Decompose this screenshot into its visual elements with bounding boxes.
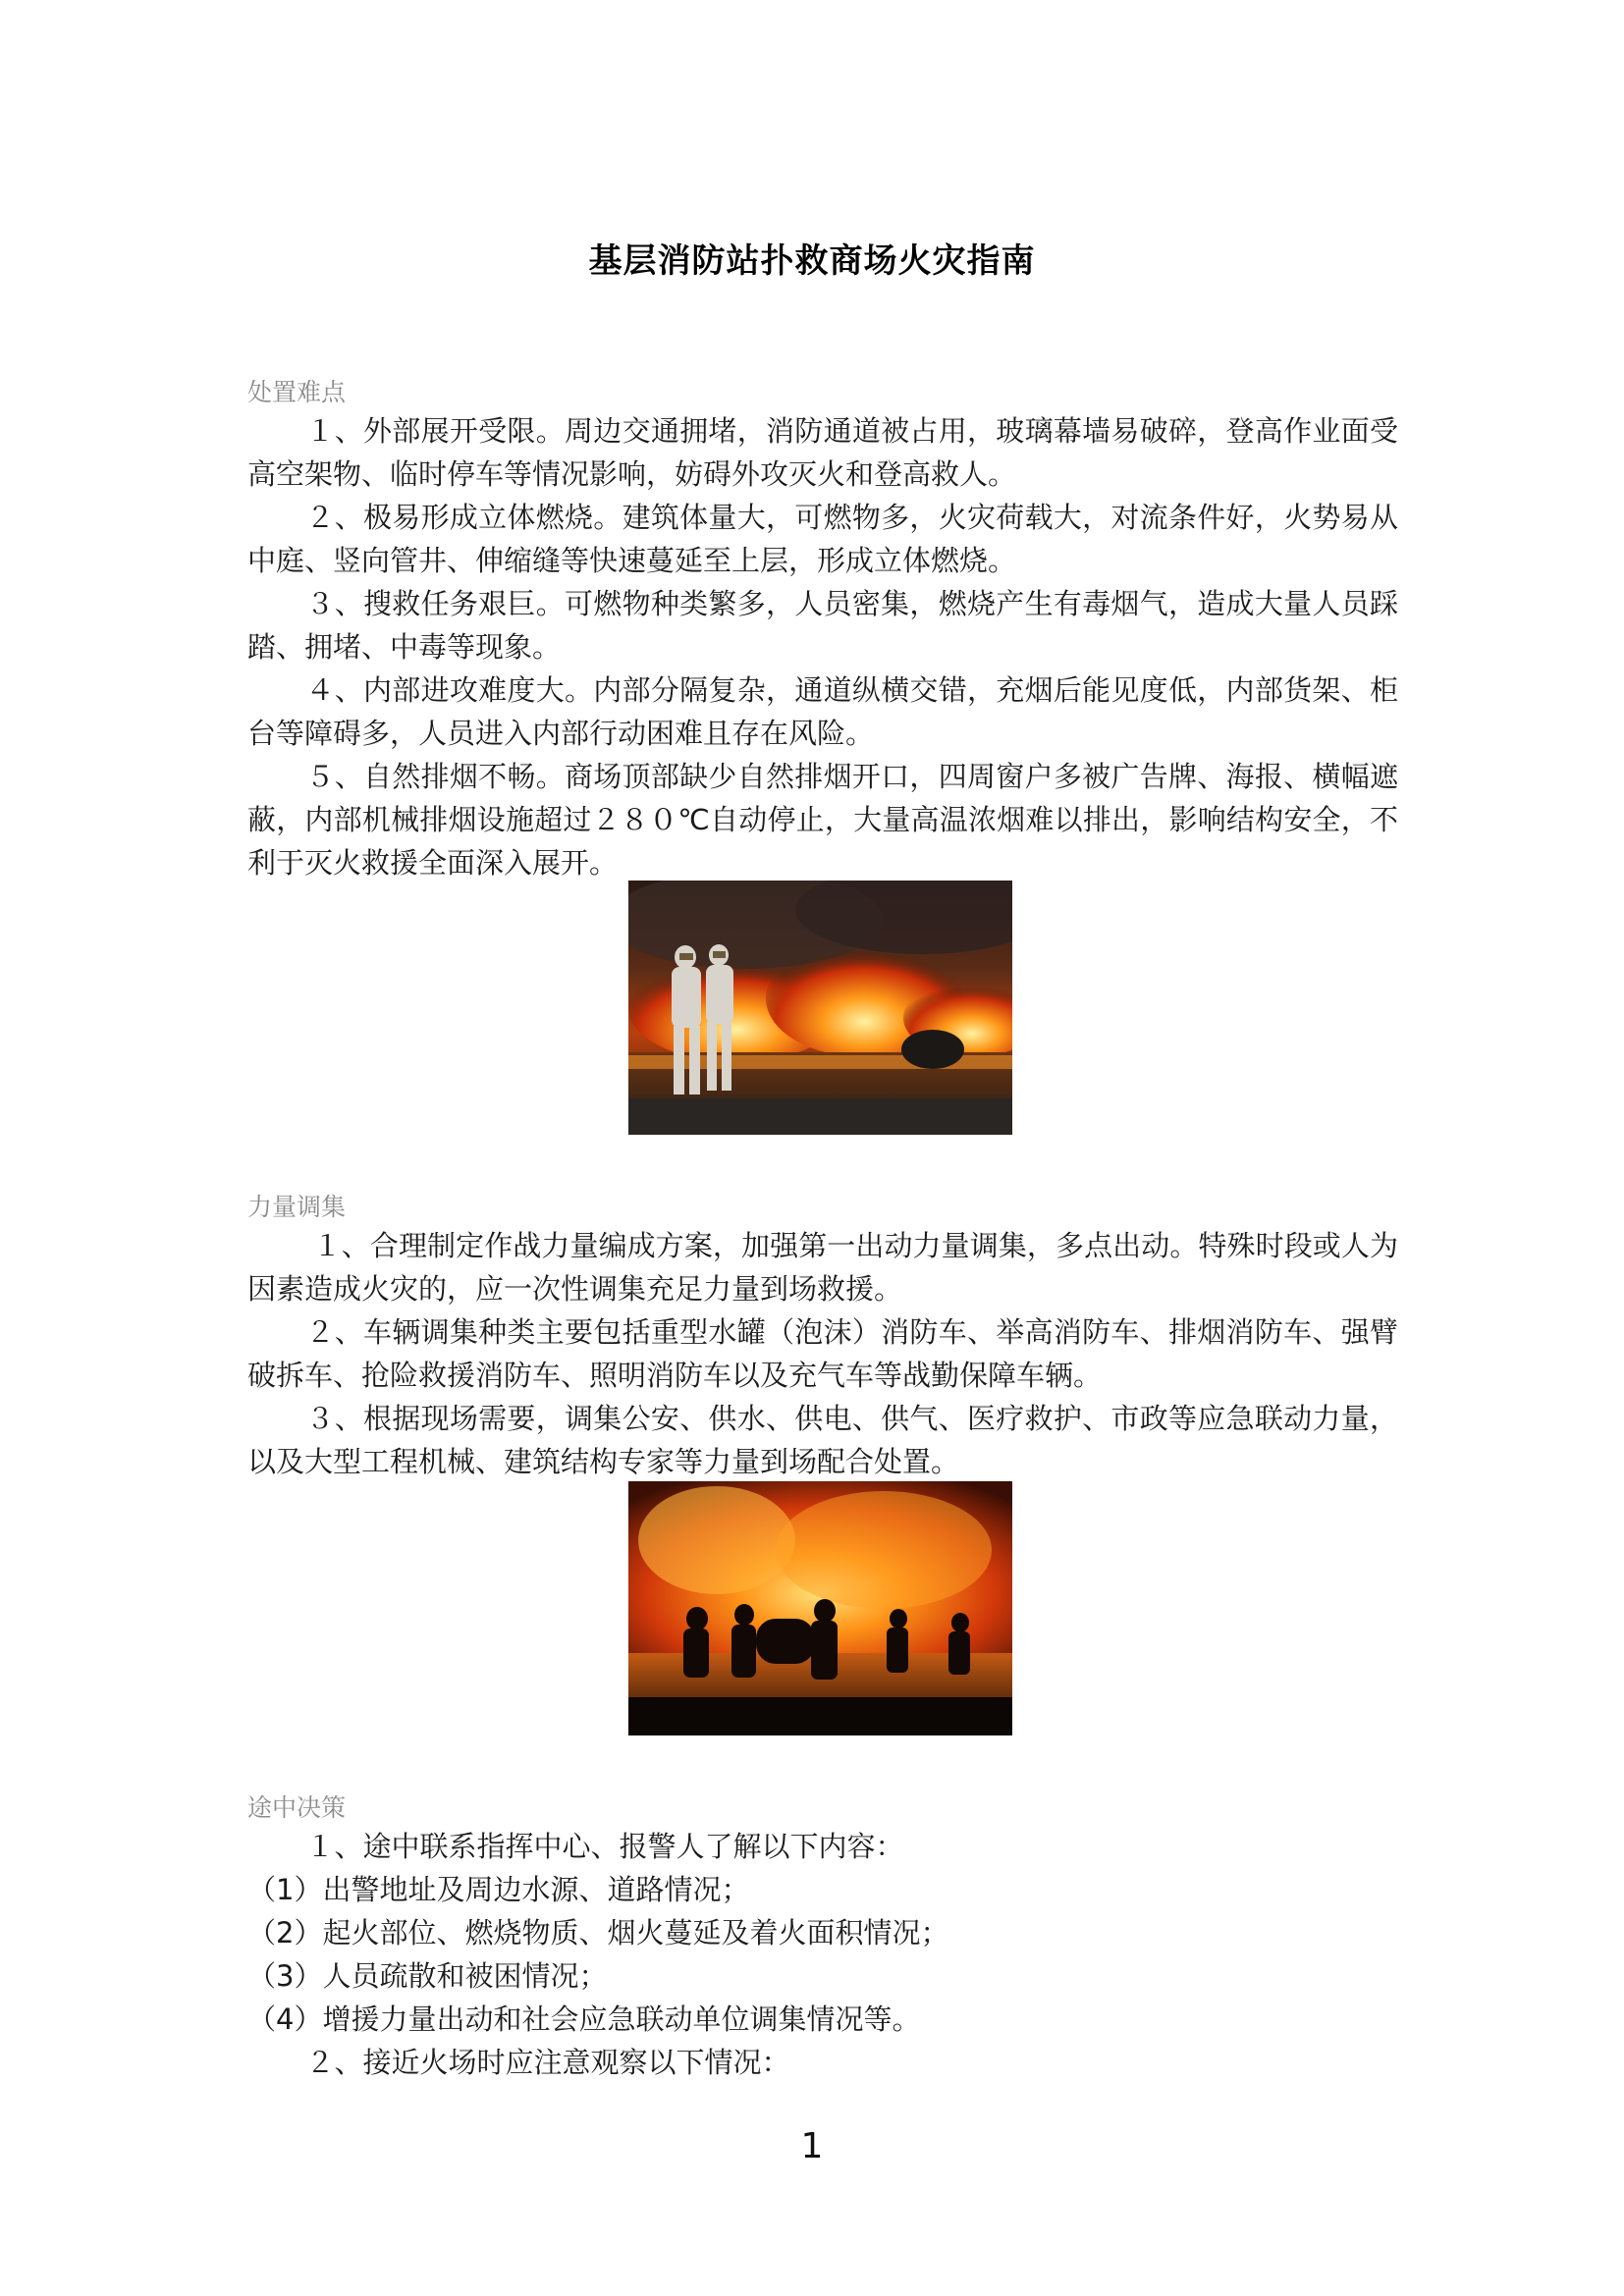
list-item: （4）增援力量出动和社会应急联动单位调集情况等。	[247, 2002, 921, 2036]
paragraph: １、外部展开受限。周边交通拥堵，消防通道被占用，玻璃幕墙易破碎，登高作业面受高空架物、临时停车等情况影响，妨碍外攻灭火和登高救人。	[247, 414, 1398, 491]
firefighters-proximity-suits-photo	[628, 881, 1012, 1135]
list-item: （3）人员疏散和被困情况；	[247, 1959, 608, 1993]
section-heading-force-dispatch: 力量调集	[247, 1193, 347, 1221]
list-item: （1）出警地址及周边水源、道路情况；	[247, 1873, 750, 1906]
page-number: 1	[800, 2126, 824, 2166]
paragraph: ４、内部进攻难度大。内部分隔复杂，通道纵横交错，充烟后能见度低，内部货架、柜台等障碍多，人员进入内部行动困难且存在风险。	[247, 673, 1398, 750]
paragraph: ３、搜救任务艰巨。可燃物种类繁多，人员密集，燃烧产生有毒烟气，造成大量人员踩踏、拥堵、中毒等现象。	[247, 587, 1398, 664]
list-item: （2）起火部位、燃烧物质、烟火蔓延及着火面积情况；	[247, 1916, 949, 1949]
section-heading-difficulties: 处置难点	[247, 378, 347, 406]
section-heading-en-route-decisions: 途中决策	[247, 1793, 347, 1822]
document-title: 基层消防站扑救商场火灾指南	[588, 241, 1036, 281]
paragraph: ２、接近火场时应注意观察以下情况：	[305, 2046, 790, 2079]
paragraph: ２、极易形成立体燃烧。建筑体量大，可燃物多，火灾荷载大，对流条件好，火势易从中庭、竖向管井、伸缩缝等快速蔓延至上层，形成立体燃烧。	[247, 501, 1398, 577]
section-body-force-dispatch	[247, 1224, 1398, 1483]
section-body-en-route-decisions	[247, 1825, 1398, 2084]
firefighters-silhouette-fire-photo	[628, 1481, 1012, 1735]
paragraph: ５、自然排烟不畅。商场顶部缺少自然排烟开口，四周窗户多被广告牌、海报、横幅遮蔽，内部机械排烟设施超过２８０℃自动停止，大量高温浓烟难以排出，影响结构安全，不利于灭火救援全面深入展开。	[247, 760, 1398, 880]
paragraph: ３、根据现场需要，调集公安、供水、供电、供气、医疗救护、市政等应急联动力量，以及大型工程机械、建筑结构专家等力量到场配合处置。	[247, 1402, 1398, 1478]
section-body-difficulties	[247, 409, 1398, 884]
paragraph: ２、车辆调集种类主要包括重型水罐（泡沫）消防车、举高消防车、排烟消防车、强臂破拆车、抢险救援消防车、照明消防车以及充气车等战勤保障车辆。	[247, 1315, 1398, 1392]
paragraph: １、合理制定作战力量编成方案，加强第一出动力量调集，多点出动。特殊时段或人为因素造成火灾的，应一次性调集充足力量到场救援。	[247, 1229, 1398, 1306]
paragraph: １、途中联系指挥中心、报警人了解以下内容：	[305, 1830, 904, 1863]
